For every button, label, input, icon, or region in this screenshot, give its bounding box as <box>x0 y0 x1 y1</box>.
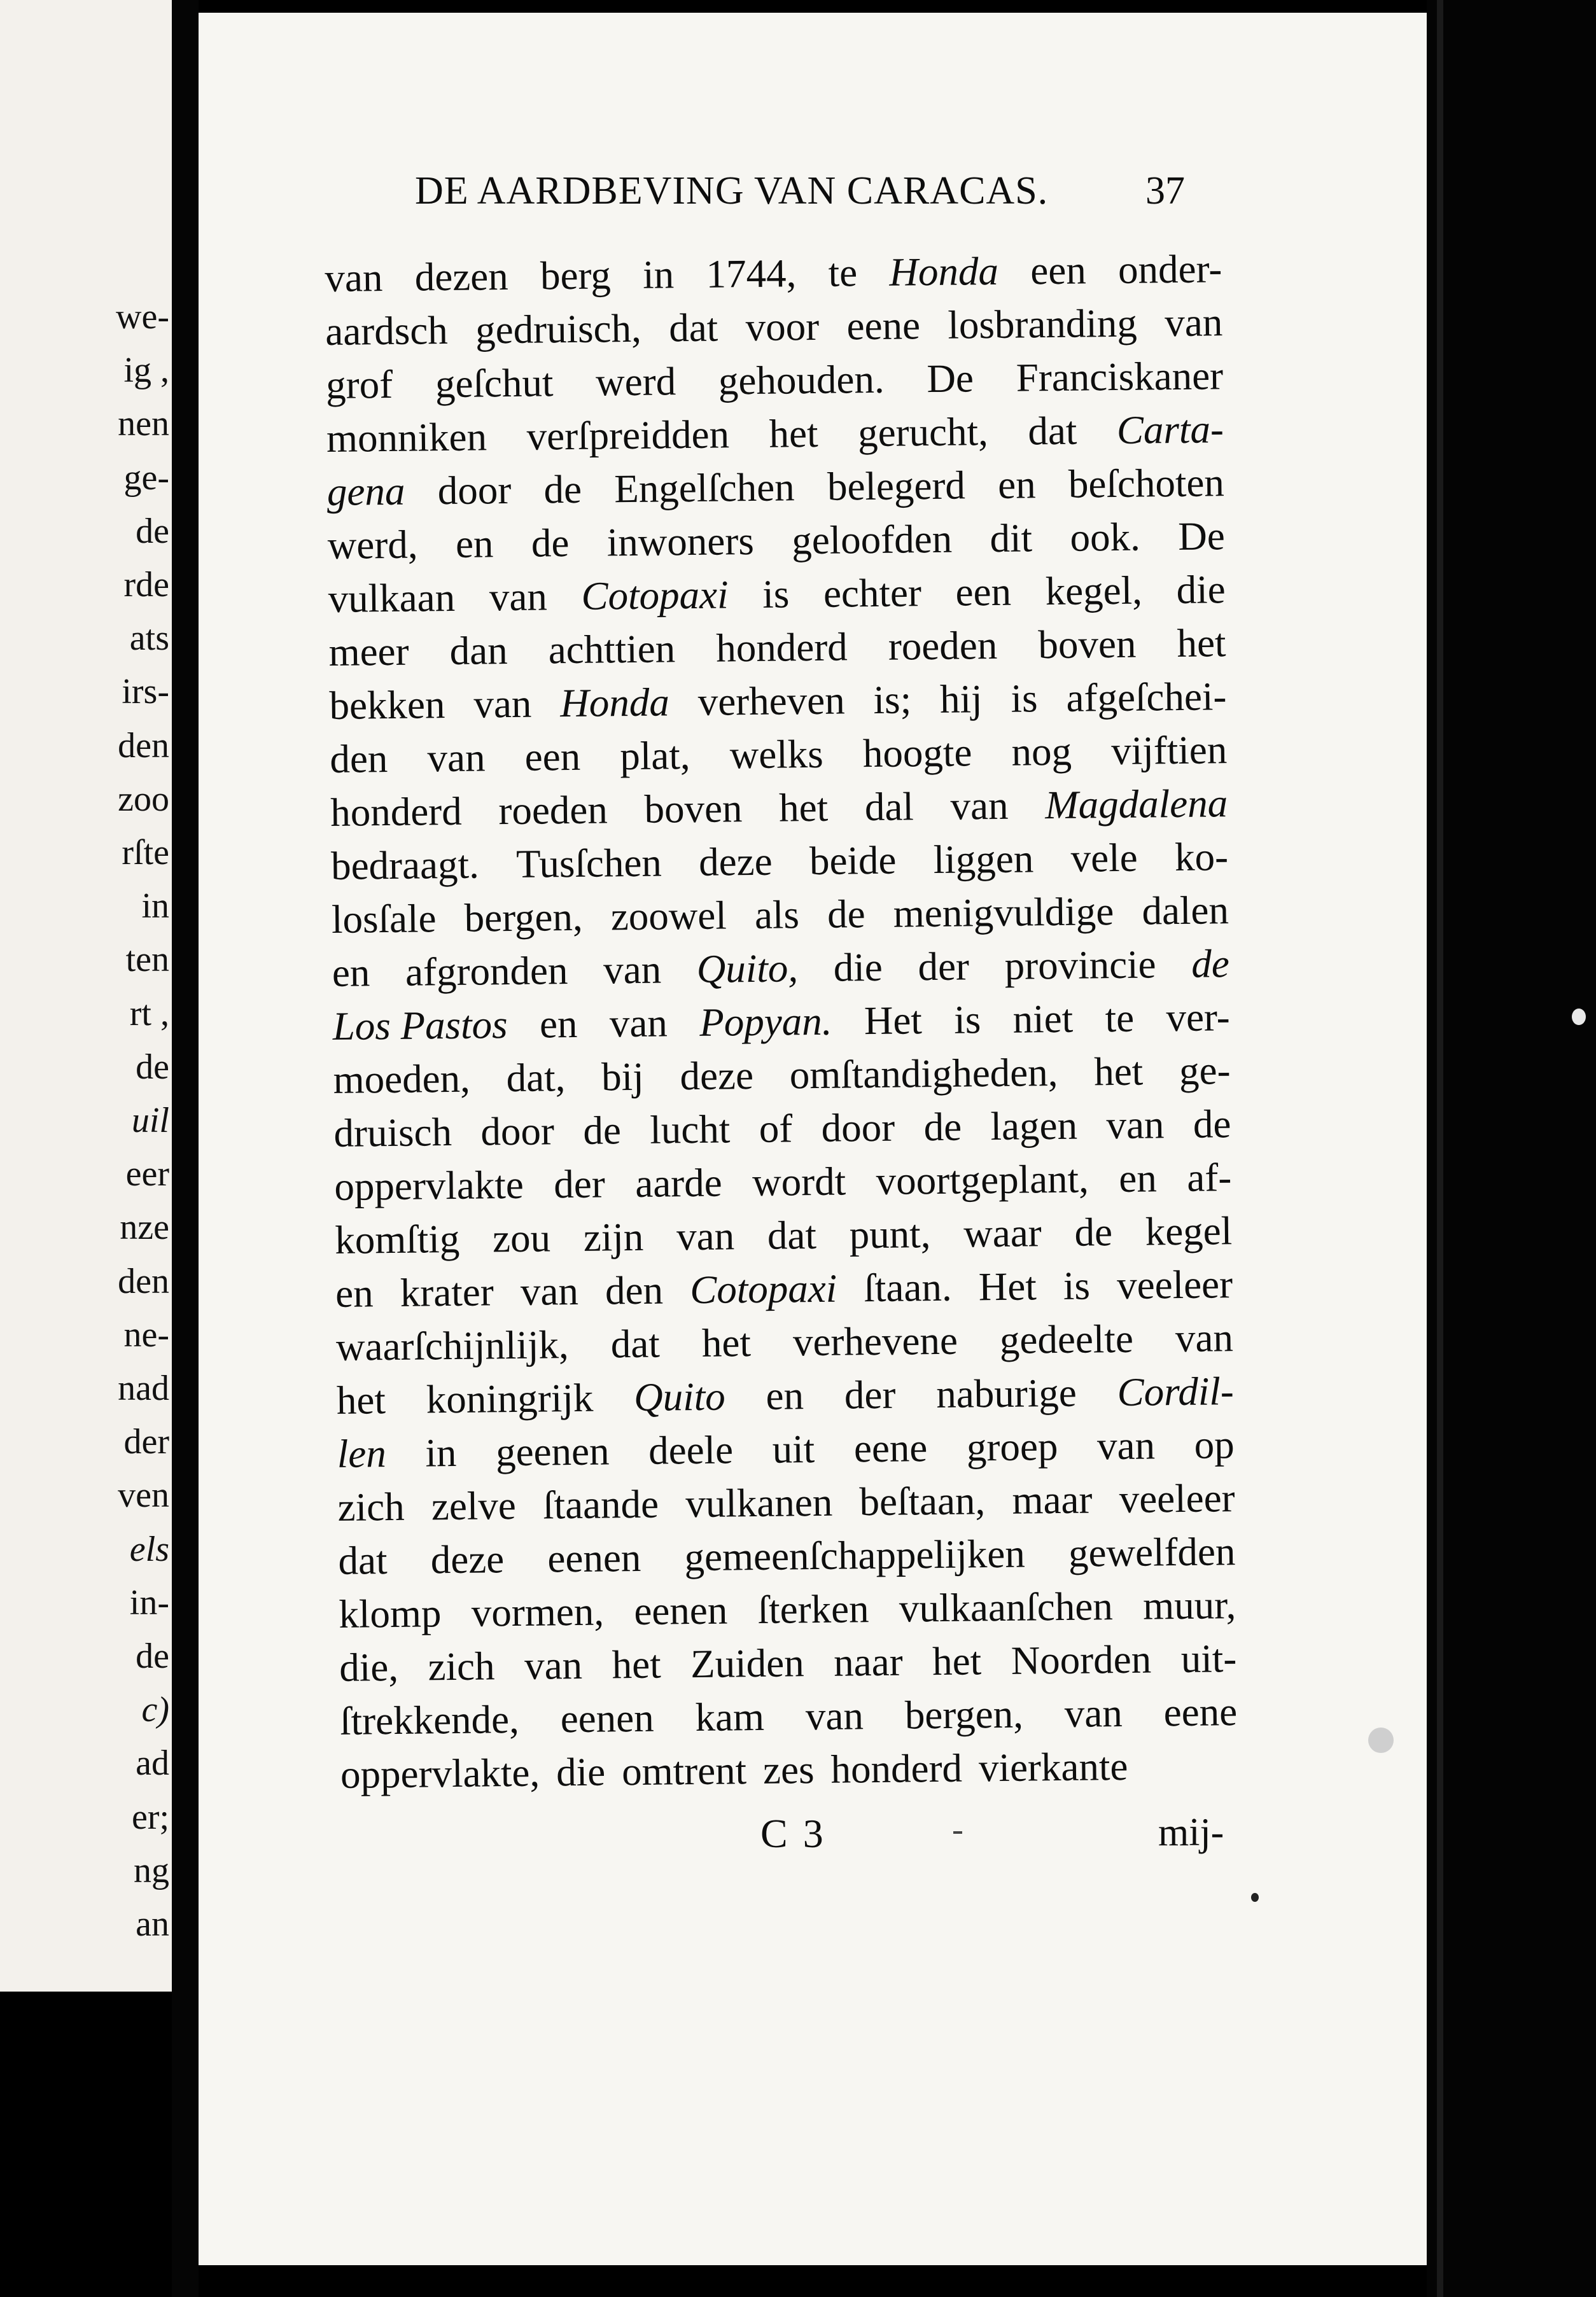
text-line <box>333 1097 1231 1160</box>
word: van <box>489 574 548 620</box>
signature-mark: C 3 <box>760 1811 826 1856</box>
paper-speck <box>1368 1728 1394 1753</box>
word: ko- <box>1174 834 1229 880</box>
word: grof <box>325 361 393 407</box>
word: losbranding <box>948 300 1138 347</box>
word: zich <box>337 1484 405 1530</box>
word: Het <box>978 1264 1037 1309</box>
word: van <box>1064 1690 1123 1736</box>
word: die <box>833 944 883 990</box>
word: verſpreidden <box>526 412 730 459</box>
word: deze <box>680 1053 754 1099</box>
word: Franciskaner <box>1016 353 1224 400</box>
word: oppervlakte <box>334 1162 524 1209</box>
word: het <box>701 1320 752 1365</box>
word: berg <box>540 253 612 298</box>
word: Zuiden <box>690 1640 804 1687</box>
text-line <box>327 509 1225 572</box>
word: losſale <box>331 896 437 942</box>
word: veeleer <box>1116 1262 1233 1308</box>
text-line <box>331 830 1229 893</box>
text-line <box>335 1204 1233 1267</box>
word: roeden <box>498 787 608 834</box>
word: geenen <box>495 1428 610 1475</box>
word: beide <box>809 837 897 884</box>
word: door <box>437 467 512 513</box>
word: belegerd <box>827 463 966 509</box>
word: vulkaanſchen <box>899 1584 1114 1631</box>
word: naar <box>833 1639 903 1685</box>
word: honderd <box>715 624 848 671</box>
word: het <box>778 785 829 830</box>
binding-line <box>1437 0 1443 2297</box>
word: bedraagt. <box>330 842 480 888</box>
word: nog <box>1011 729 1072 774</box>
word: van <box>427 735 486 781</box>
text-line <box>330 723 1228 786</box>
left-page-fragment: in <box>141 886 169 926</box>
left-page-fragment: in- <box>129 1582 169 1623</box>
word: punt, <box>849 1211 931 1257</box>
word: zich <box>428 1644 495 1689</box>
word: vele <box>1070 835 1138 881</box>
word: De <box>927 356 974 401</box>
left-page-fragment: nze <box>120 1208 169 1248</box>
word: op <box>1194 1422 1235 1467</box>
body-text <box>325 242 1238 1801</box>
word: lucht <box>649 1107 731 1152</box>
word: te <box>828 250 858 295</box>
italic-word: Los Pastos <box>332 1002 508 1049</box>
word: roeden <box>888 622 998 669</box>
word: monniken <box>326 414 487 461</box>
word: voor <box>745 304 820 350</box>
word: geloofden <box>791 516 953 563</box>
word: dan <box>449 628 508 673</box>
word: een <box>1030 248 1087 293</box>
left-page-fragment: der <box>123 1422 169 1462</box>
word: in <box>642 252 675 297</box>
word: groep <box>966 1424 1058 1470</box>
text-line <box>340 1738 1238 1801</box>
text-line <box>325 242 1222 305</box>
left-page-fragment: ig , <box>123 351 169 391</box>
word: den <box>329 736 388 781</box>
text-line <box>326 349 1224 412</box>
word: inwoners <box>606 518 755 565</box>
word: dal <box>864 784 914 830</box>
italic-word: de <box>1191 941 1230 986</box>
word: zelve <box>431 1483 517 1529</box>
word: Engelſchen <box>613 464 795 512</box>
word: aardsch <box>325 307 449 354</box>
word: afgronden <box>405 948 568 995</box>
running-title: DE AARDBEVING VAN CARACAS. <box>415 169 1049 213</box>
left-page-fragment: den <box>118 725 169 765</box>
word: het <box>612 1642 661 1687</box>
left-page-fragment: zoo <box>118 779 169 819</box>
word: omſtandigheden, <box>789 1050 1058 1098</box>
left-page-fragment: den <box>118 1261 169 1301</box>
word: onder- <box>1117 246 1222 292</box>
word: van <box>676 1213 735 1259</box>
word: de <box>583 1108 622 1153</box>
word: gerucht, <box>857 409 989 456</box>
word: waarſchijnlijk, <box>335 1322 570 1369</box>
word: vierkante <box>978 1743 1128 1791</box>
word: en <box>539 1001 578 1047</box>
word: eenen <box>560 1695 654 1742</box>
word: bergen, <box>464 894 584 940</box>
word: voortgeplant, <box>876 1156 1089 1204</box>
word: de <box>531 520 570 566</box>
word: van <box>1164 300 1223 346</box>
word: is <box>1063 1263 1091 1308</box>
word: provincie <box>1004 942 1156 988</box>
word: komſtig <box>334 1216 460 1262</box>
word: honderd <box>330 788 463 835</box>
left-page-fragment: we- <box>116 297 169 337</box>
printer-dash-mark <box>953 1831 962 1834</box>
word: ook. <box>1070 514 1141 560</box>
word: is <box>953 997 981 1042</box>
left-page-fragment: c) <box>141 1690 169 1730</box>
text-line <box>337 1418 1235 1481</box>
word: dat <box>767 1212 817 1258</box>
word: gedruisch, <box>475 305 642 353</box>
word: waar <box>963 1210 1042 1256</box>
word: Tusſchen <box>515 840 662 886</box>
word: boven <box>1038 621 1137 667</box>
left-page-fragment: ad <box>136 1743 169 1784</box>
word: ver- <box>1166 995 1231 1040</box>
word: in <box>425 1430 457 1476</box>
word: den <box>605 1267 664 1313</box>
word: van <box>1175 1315 1234 1361</box>
italic-word: Honda <box>889 248 999 295</box>
word: is; <box>873 677 912 723</box>
text-line <box>333 1044 1231 1107</box>
left-page-fragment: nad <box>118 1369 169 1408</box>
word: honderd <box>830 1745 963 1792</box>
italic-word: len <box>337 1431 387 1476</box>
left-page-fragment: ats <box>129 618 169 659</box>
word: van <box>603 947 662 993</box>
word: muur, <box>1142 1582 1236 1628</box>
italic-word: Cotopaxi <box>581 572 729 618</box>
word: koningrijk <box>426 1375 594 1422</box>
left-page-fragment: ven <box>118 1476 169 1516</box>
word: van <box>609 1000 668 1046</box>
word: omtrent <box>621 1748 747 1794</box>
word: afgeſchei- <box>1066 674 1227 720</box>
word: zoowel <box>610 893 727 939</box>
word: de <box>923 1104 962 1150</box>
word: krater <box>400 1269 494 1315</box>
text-line <box>327 456 1225 519</box>
word: klomp <box>339 1591 442 1637</box>
word: de <box>1074 1210 1113 1255</box>
text-line <box>334 1150 1232 1213</box>
text-line <box>326 402 1224 465</box>
left-page-fragment: ten <box>125 940 169 980</box>
word: beſtaan, <box>859 1478 986 1525</box>
word: te <box>1105 995 1135 1041</box>
word: en <box>455 521 494 566</box>
word: en <box>997 462 1036 507</box>
word: en <box>1118 1155 1158 1201</box>
word: eene <box>1163 1689 1238 1735</box>
word: vulkanen <box>685 1479 833 1526</box>
text-line <box>339 1631 1237 1694</box>
left-page-fragment: ng <box>134 1850 169 1890</box>
left-page-fragment: eer <box>125 1154 169 1194</box>
word: en <box>335 1271 374 1316</box>
word: dat <box>610 1321 661 1367</box>
left-page-fragment: els <box>129 1529 169 1569</box>
word: is <box>1011 676 1038 721</box>
italic-word: Honda <box>559 680 670 726</box>
left-gutter-shadow <box>172 0 199 2297</box>
word: hij <box>939 676 983 722</box>
word: vormen, <box>471 1589 605 1635</box>
word: af- <box>1186 1155 1232 1200</box>
word: deze <box>698 839 773 884</box>
left-page-fragment: de <box>136 1047 169 1087</box>
italic-word: Cotopaxi <box>689 1266 837 1313</box>
word: van <box>473 681 532 727</box>
word: uit- <box>1180 1636 1237 1682</box>
word: ſtrekkende, <box>339 1696 520 1743</box>
word: door <box>821 1105 895 1150</box>
word: zes <box>762 1747 815 1792</box>
text-line <box>328 616 1226 679</box>
word: meer <box>328 629 409 674</box>
word: een <box>955 569 1012 615</box>
word: geſchut <box>435 360 554 407</box>
word: Noorden <box>1011 1637 1152 1683</box>
word: het <box>932 1638 982 1684</box>
word: gehouden. <box>718 356 885 403</box>
word: vulkaan <box>328 575 456 621</box>
word: bij <box>601 1054 645 1100</box>
word: ſtaan. <box>864 1264 952 1311</box>
word: dezen <box>414 253 509 300</box>
word: verhevene <box>792 1318 958 1365</box>
word: eenen <box>634 1588 728 1634</box>
word: de <box>827 891 866 937</box>
word: als <box>754 892 800 937</box>
word: gewelfden <box>1068 1529 1236 1575</box>
word: hoogte <box>862 730 972 776</box>
text-line <box>337 1471 1235 1534</box>
word: kam <box>695 1694 765 1740</box>
word: dat <box>668 305 718 351</box>
word: van <box>805 1693 864 1739</box>
word: menigvuldige <box>893 889 1114 936</box>
right-binding-edge <box>1427 0 1596 2297</box>
page-number: 37 <box>1145 169 1185 213</box>
word: van <box>520 1268 579 1314</box>
word: oppervlakte, <box>340 1750 540 1797</box>
word: maar <box>1012 1477 1093 1523</box>
left-page-fragment: an <box>136 1904 169 1944</box>
word: of <box>759 1106 793 1151</box>
word: aarde <box>634 1160 722 1206</box>
word: ſtaande <box>542 1481 659 1528</box>
word: werd, <box>327 522 418 568</box>
word: het <box>336 1378 386 1423</box>
word: dat, <box>506 1055 566 1101</box>
text-line <box>325 295 1223 358</box>
word: van <box>1106 1102 1165 1148</box>
word: uit <box>772 1427 815 1472</box>
word: vijftien <box>1110 727 1228 774</box>
word: der <box>844 1372 896 1418</box>
text-line <box>329 669 1227 732</box>
text-line <box>339 1578 1236 1641</box>
italic-word: Magdalena <box>1044 781 1228 828</box>
word: der <box>918 944 970 989</box>
word: beſchoten <box>1068 460 1225 506</box>
italic-word: Carta- <box>1116 407 1224 452</box>
word: bekken <box>329 682 445 728</box>
word: dat <box>1028 408 1077 454</box>
word: der <box>553 1161 606 1207</box>
text-line <box>336 1311 1234 1374</box>
word: het <box>1093 1049 1144 1094</box>
text-line <box>330 776 1228 839</box>
word: en <box>766 1373 804 1418</box>
word: en <box>332 950 370 995</box>
word: het <box>1177 620 1226 666</box>
word: wordt <box>752 1159 846 1205</box>
word: werd <box>595 359 676 405</box>
word: achttien <box>548 626 676 673</box>
word: niet <box>1012 996 1074 1042</box>
word: door <box>480 1108 555 1154</box>
word: deze <box>430 1537 505 1582</box>
catchword: mij- <box>1158 1811 1224 1854</box>
word: die <box>1176 567 1226 613</box>
text-line <box>332 883 1229 946</box>
word: bergen, <box>904 1691 1024 1738</box>
text-line <box>338 1525 1236 1588</box>
word: van <box>524 1642 583 1688</box>
left-page-fragment: rſte <box>122 833 169 872</box>
word: lagen <box>990 1103 1078 1149</box>
word: 1744, <box>706 251 797 297</box>
word: eene <box>853 1425 928 1471</box>
word: kegel <box>1145 1208 1233 1254</box>
word: Het <box>864 998 923 1044</box>
paper-speck <box>1251 1893 1259 1902</box>
word: veeleer <box>1119 1476 1235 1522</box>
word: dalen <box>1142 888 1229 933</box>
word: die <box>556 1749 606 1795</box>
word: ſterken <box>757 1586 869 1632</box>
word: van <box>325 255 383 300</box>
text-line <box>332 937 1229 1000</box>
italic-word: Cordil- <box>1117 1369 1235 1415</box>
word: naburige <box>935 1370 1077 1417</box>
left-page-fragment: er; <box>131 1797 169 1837</box>
left-page-fragment: de <box>136 511 169 551</box>
word: plat, <box>619 733 690 779</box>
text-line <box>335 1257 1233 1320</box>
word: De <box>1177 513 1226 559</box>
word: eenen <box>547 1535 641 1581</box>
text-line <box>328 562 1226 625</box>
italic-word: gena <box>326 468 405 514</box>
word: van <box>950 783 1009 828</box>
word: het <box>769 410 818 456</box>
text-line <box>340 1685 1238 1748</box>
word: dit <box>990 515 1033 561</box>
italic-word: Quito, <box>696 946 799 991</box>
left-page-fragment: ne- <box>123 1315 169 1355</box>
italic-word: Popyan. <box>699 998 832 1045</box>
left-page-fragment: uil <box>131 1101 169 1140</box>
word: de <box>543 466 582 512</box>
word: druisch <box>333 1109 452 1155</box>
word: ge- <box>1179 1048 1231 1094</box>
text-line <box>336 1364 1234 1427</box>
word: een <box>524 734 581 779</box>
word: die, <box>339 1644 399 1690</box>
word: boven <box>644 786 743 832</box>
word: is <box>762 571 790 617</box>
left-page-fragment: ge- <box>123 457 169 498</box>
word: gedeelte <box>999 1316 1134 1362</box>
italic-word: Quito <box>633 1374 726 1420</box>
word: deele <box>648 1427 734 1473</box>
word: dat <box>338 1538 388 1583</box>
word: verheven <box>697 678 845 724</box>
text-line <box>332 990 1230 1053</box>
left-page-fragment: de <box>136 1637 169 1676</box>
word: liggen <box>933 836 1034 883</box>
word: eene <box>846 303 921 349</box>
word: echter <box>823 570 922 616</box>
left-page-fragment: nen <box>118 404 169 444</box>
left-page-fragment: rde <box>123 565 169 604</box>
left-page-fragment: rt , <box>129 993 169 1033</box>
word: moeden, <box>333 1056 471 1102</box>
paper-speck <box>1572 1009 1586 1025</box>
left-page-fragment: irs- <box>122 672 169 712</box>
word: zijn <box>583 1214 644 1260</box>
left-facing-page <box>0 0 172 1992</box>
word: kegel, <box>1045 568 1143 614</box>
word: de <box>1193 1101 1231 1147</box>
word: zou <box>492 1215 551 1261</box>
word: welks <box>729 731 824 778</box>
word: gemeenſchappelijken <box>684 1531 1026 1580</box>
word: van <box>1096 1423 1156 1469</box>
